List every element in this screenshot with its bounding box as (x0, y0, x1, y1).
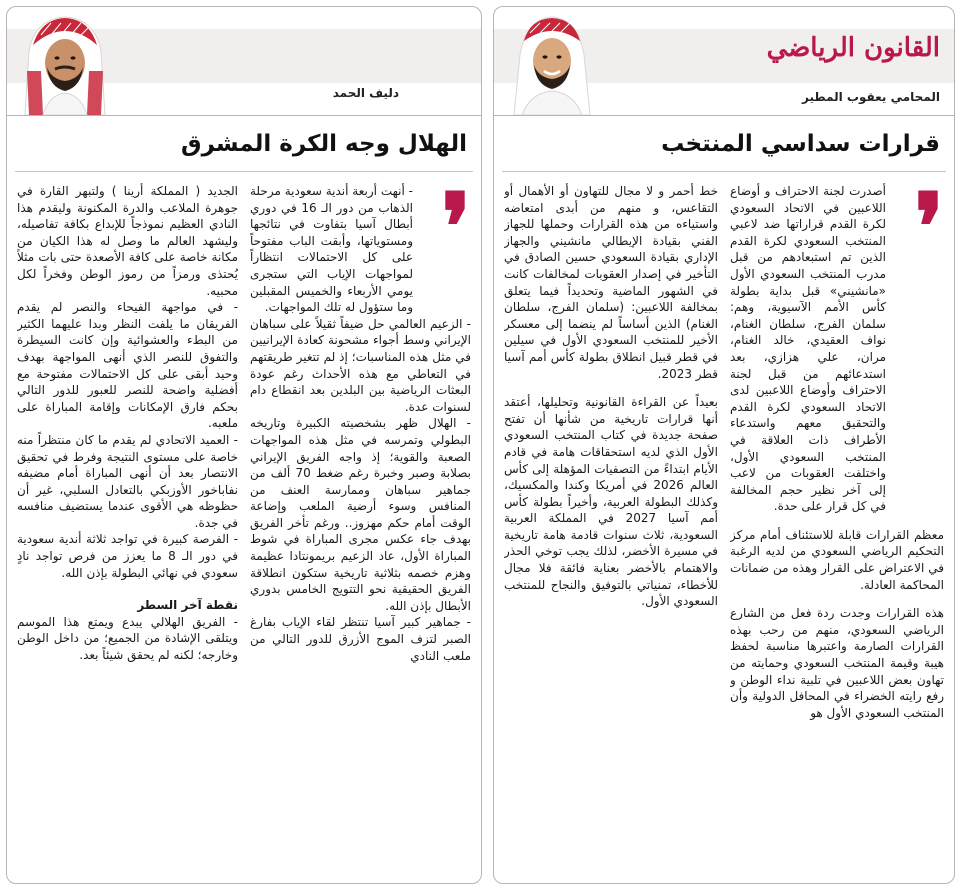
column-title: القانون الرياضي (766, 33, 940, 63)
quote-mark-icon: ❜ (441, 173, 471, 281)
headline-rule (502, 171, 946, 172)
article-body (504, 173, 944, 873)
author-photo (13, 11, 117, 115)
paragraph: هذه القرارات وجدت ردة فعل من الشارع الرياضي السعودي، منهم من رحب بهذه القرارات الصارمة واعتبرها مناسبة لحفظ هيبة وقيمة المنتخب السعودي وحمايته من تهاون بعض اللاعبين في تلبية نداء الوطن و رفع رايته الخضراء في المحافل الدولية وأن المنتخب السعودي الأول هو (730, 606, 944, 720)
paragraph: - الزعيم العالمي حل ضيفاً ثقيلاً على سباهان الإيراني وسط أجواء مشحونة كعادة الإيرانيين في مثل هذه المناسبات؛ إذ لم تتغير طريقتهم في التعاطي مع هذه الأحداث رغم عودة البعثات الرياضية بين البلدين بعد انقطاع دام لسنوات عدة. (250, 316, 471, 414)
author-name: دليف الحمد (332, 86, 399, 100)
article-column-2 (17, 183, 238, 873)
author-name: المحامي يعقوب المطير (802, 90, 940, 104)
right-article-panel (493, 6, 955, 884)
paragraph: الجديد ( المملكة أرينا ) ولتبهر القارة في جوهرة الملاعب والدرة المكنونة وليقدم هذا النادي العظيم نموذجاً للإبداع بكافة تفاصيله، وليشهد العالم ما وصل له هذا الكيان من مكانة خاصة على كافة الأصعدة حتى بات مثلاً يُحتذى ورمزاً من رموز الوطن وفخراً لكل محبيه. (17, 184, 238, 298)
paragraph: - الفرصة كبيرة في تواجد ثلاثة أندية سعودية في دور الـ 8 ما يعزز من فرص تواجد نادٍ سعودي في نهائي البطولة بإذن الله. (17, 532, 238, 580)
paragraph: أصدرت لجنة الاحتراف و أوضاع اللاعبين في الاتحاد السعودي لكرة القدم قراراتها ضد لاعبي المنتخب السعودي لكرة القدم الذين تم استبعادهم من قبل مدرب المنتخب السعودي الأول «مانشيني» قبل بداية بطولة كأس الأمم الآسيوية، وهم: سلمان الفرج، سلطان الغنام، نواف العقيدي، خالد الغنام، مران، علي هزازي، بعد استدعائهم من قبل لجنة الاحتراف وأوضاع اللاعبين لدى الاتحاد السعودي لكرة القدم والتحقيق معهم واستدعاء الأطراف ذات العلاقة في المنتخب السعودي الأول، واختلفت العقوبات من لاعب إلى آخر نظير حجم المخالفة في كل قرار على حدة. (730, 184, 886, 514)
left-article-banner (7, 7, 481, 116)
section-subhead: نقطة آخر السطر (137, 598, 238, 613)
article-headline: قرارات سداسي المنتخب (661, 131, 940, 157)
headline-rule (15, 171, 473, 172)
paragraph: - الهلال ظهر بشخصيته الكبيرة وتاريخه البطولي وتمرسه في مثل هذه المواجهات الصعبة والقوية؛ إذ واجه الفريق الإيراني بصلابة وصبر وخبرة رغم ضغط 70 ألف من جماهير سباهان وممارسة العنف من المنافس وسوء أرضية الملعب وإضاعة الوقت أمام حكم مهزوز.. ورغم تأخر الفريق بهدف جاء عكس مجرى المباراة في شوط المباراة الأول، عاد الزعيم بريمونتادا عظيمة وهزم خصمه بثلاثية تاريخية ستكون انطلاقة الفريق الحقيقية نحو التتويج الخامس بدوري الأبطال بإذن الله. (250, 416, 471, 613)
paragraph: بعيداً عن القراءة القانونية وتحليلها، أعتقد أنها قرارات تاريخية من شأنها أن تفتح صفحة جديدة في كتاب المنتخب السعودي الأول الذي لديه استحقاقات هامة في قادم الأيام ابتداءً من التصفيات المؤهلة إلى كأس العالم 2026 في أمريكا وكندا والمكسيك، وكذلك البطولة العربية، وأخيراً بطولة كأس أمم آسيا 2027 في المملكة العربية السعودية، ثلاث سنوات قادمة هامة تاريخية في مسيرة الأخضر، لذلك يجب توخي الحذر والاهتمام بالأخضر بعناية فائقة فلا مجال للأخطاء، تمنياتي بالتوفيق والنجاح للمنتخب السعودي الأول. (504, 395, 718, 609)
quote-mark-icon: ❜ (914, 173, 944, 281)
paragraph: - الفريق الهلالي يبدع ويمتع هذا الموسم ويتلقى الإشادة من الجميع؛ من داخل الوطن وخارجه؛ لكنه لم يحقق شيئاً بعد. (17, 614, 238, 663)
paragraph: - في مواجهة الفيحاء والنصر لم يقدم الفريقان ما يلفت النظر وبدا عليهما الكثير من البطء والعشوائية وإن كانت السيطرة والتفوق للنصر الذي أنهى المواجهة بهدف وحيد أبقى على كل الاحتمالات مفتوحة مع أفضلية واضحة للنصر للعبور للدور التالي بحكم فارق الإمكانات وإقامة المباراة على ملعبه. (17, 300, 238, 431)
paragraph: - جماهير كبير آسيا تنتظر لقاء الإياب بفارغ الصبر لتزف الموج الأزرق للدور التالي من ملعب النادي (250, 615, 471, 663)
article-column-1 (730, 173, 944, 873)
paragraph: - أنهت أربعة أندية سعودية مرحلة الذهاب من دور الـ 16 في دوري أبطال آسيا بتفاوت في نتائجها ومستوياتها، وأبقت الباب مفتوحاً على كل الاحتمالات انتظاراً لمواجهات الإياب التي ستجرى يومي الأربعاء والخميس المقبلين وما ستؤول له تلك المواجهات. (250, 184, 413, 315)
paragraph: خط أحمر و لا مجال للتهاون أو الأهمال أو التقاعس، و منهم من أبدى امتعاضه واستياءه من هذه القرارات وحملها للجهاز الفني بقيادة الإيطالي مانشيني والجهاز الإداري بقيادة السعودي حسين الصادق في التأخير في إصدار العقوبات لمخالفات كانت في الشهور الماضية وتحديداً فيما يتعلق بمخالفة اللاعبين: (سلمان الفرج، سلطان الغنام) الذين أساساً لم ينضما إلى معسكر الأخير للمنتخب السعودي الأول في سيلين في قطر قبيل انطلاق بطولة كأس أمم آسيا قطر 2023. (504, 184, 718, 381)
author-photo (500, 11, 604, 115)
article-column-2 (504, 183, 718, 873)
paragraph: معظم القرارات قابلة للاستئناف أمام مركز التحكيم الرياضي السعودي من لديه الرغبة في الاعتراض على القرار وهذه من ضمانات المحاكمة العادلة. (730, 527, 944, 592)
right-article-banner (494, 7, 954, 116)
article-body (17, 173, 471, 873)
paragraph: - العميد الاتحادي لم يقدم ما كان منتظراً منه خاصة على مستوى النتيجة وفرط في تحقيق الانتصار بعد أن أنهى المباراة أمام مضيفه نفاباخور الأوزبكي بالتعادل السلبي، غير أن حظوظه هي الأقوى عندما يستضيف منافسه في جدة. (17, 432, 238, 530)
article-headline: الهلال وجه الكرة المشرق (181, 131, 467, 157)
left-article-panel (6, 6, 482, 884)
article-column-1 (250, 173, 471, 873)
